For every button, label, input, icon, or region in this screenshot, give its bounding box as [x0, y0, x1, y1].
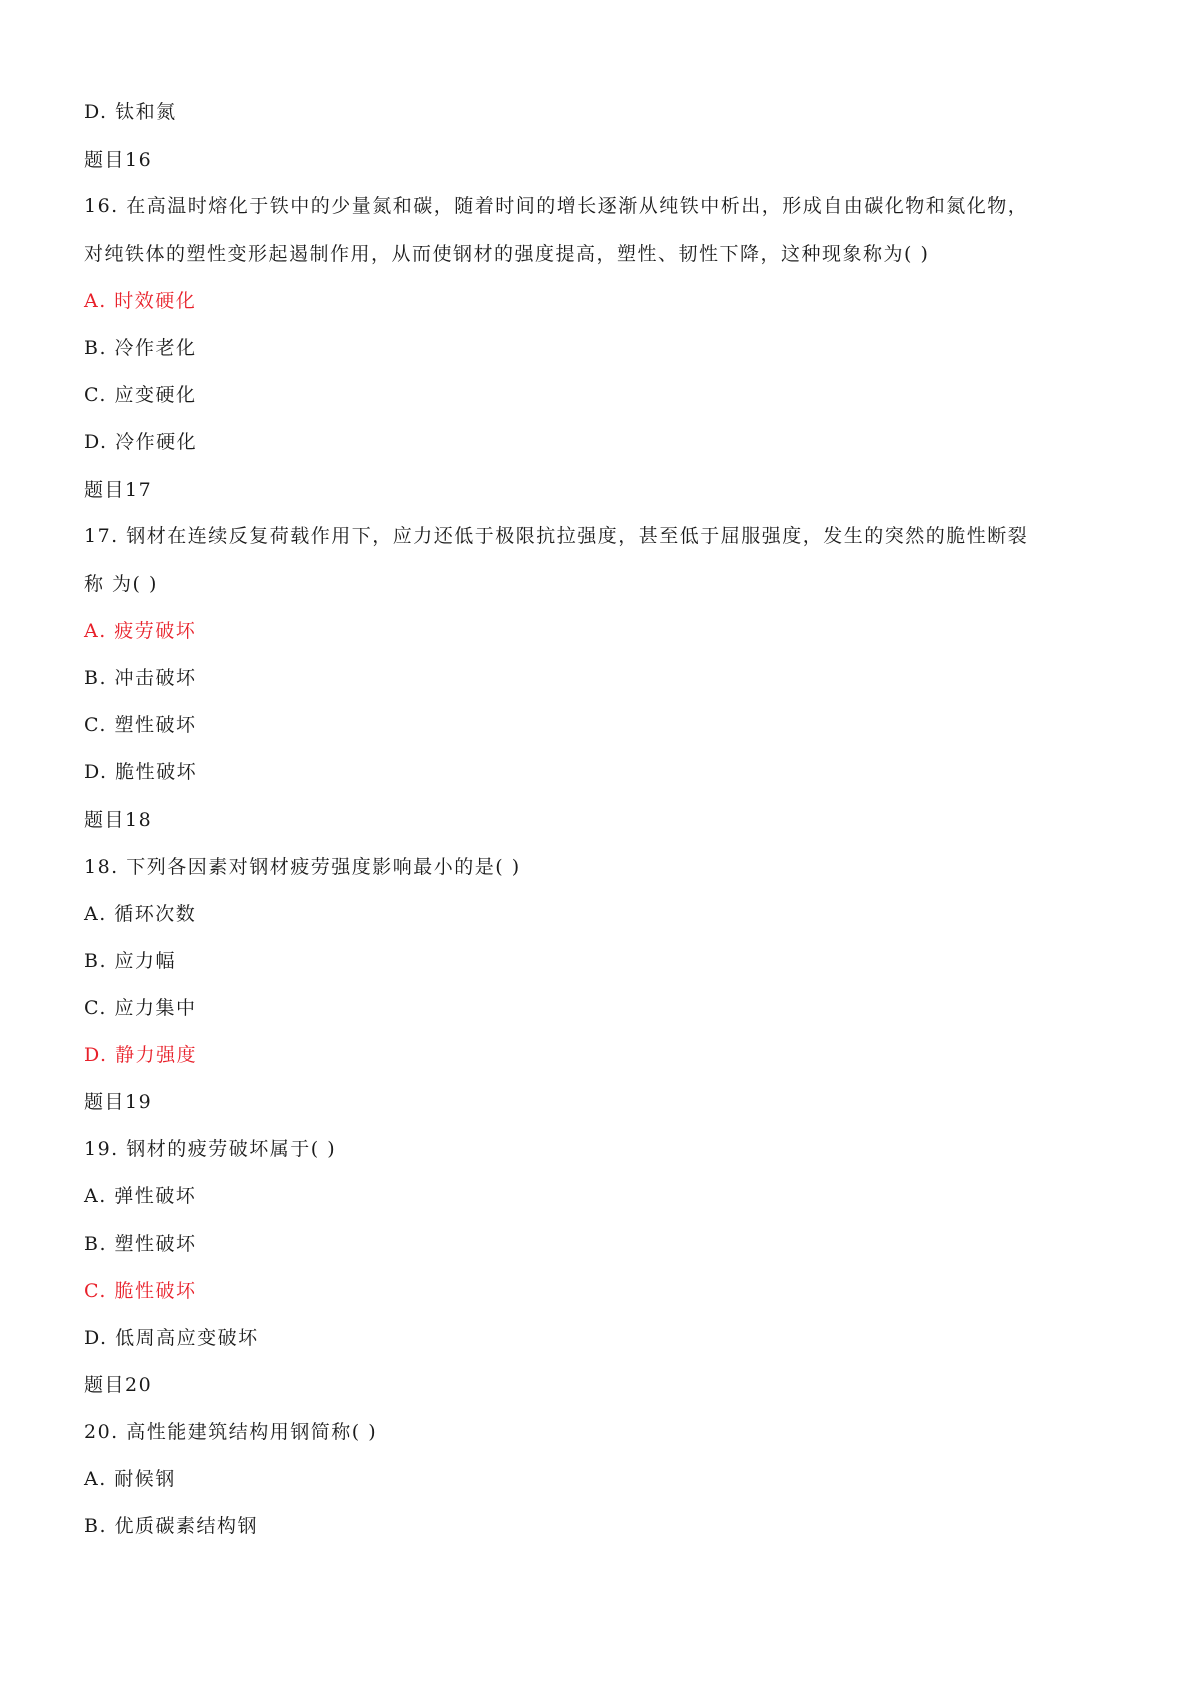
option-a-q19: A. 弹性破坏 — [84, 1185, 197, 1207]
question-17-text-line-1: 17. 钢材在连续反复荷载作用下，应力还低于极限抗拉强度，甚至低于屈服强度，发生的突然的脆性断裂 — [84, 525, 1029, 547]
question-16-text-line-1: 16. 在高温时熔化于铁中的少量氮和碳，随着时间的增长逐渐从纯铁中析出，形成自由碳化物和氮化物， — [84, 195, 1029, 217]
question-heading-17: 题目17 — [84, 479, 153, 501]
option-c-q18: C. 应力集中 — [84, 997, 197, 1019]
option-d-q17: D. 脆性破坏 — [84, 761, 198, 783]
option-d-q16: D. 冷作硬化 — [84, 431, 198, 453]
question-heading-16: 题目16 — [84, 149, 153, 171]
option-d-q15: D. 钛和氮 — [84, 101, 177, 123]
question-17-text-line-2: 称 为( ) — [84, 573, 158, 595]
option-b-q18: B. 应力幅 — [84, 950, 177, 972]
question-heading-20: 题目20 — [84, 1374, 153, 1396]
question-20-text: 20. 高性能建筑结构用钢简称( ) — [84, 1421, 378, 1443]
option-c-q17: C. 塑性破坏 — [84, 714, 197, 736]
option-b-q20: B. 优质碳素结构钢 — [84, 1515, 259, 1537]
question-19-text: 19. 钢材的疲劳破坏属于( ) — [84, 1138, 337, 1160]
option-b-q19: B. 塑性破坏 — [84, 1233, 197, 1255]
question-18-text: 18. 下列各因素对钢材疲劳强度影响最小的是( ) — [84, 856, 521, 878]
question-heading-19: 题目19 — [84, 1091, 153, 1113]
option-a-q20: A. 耐候钢 — [84, 1468, 176, 1490]
option-d-q18-correct: D. 静力强度 — [84, 1044, 198, 1066]
option-c-q16: C. 应变硬化 — [84, 384, 197, 406]
question-heading-18: 题目18 — [84, 809, 153, 831]
question-16-text-line-2: 对纯铁体的塑性变形起遏制作用，从而使钢材的强度提高，塑性、韧性下降，这种现象称为( ) — [84, 243, 930, 265]
option-a-q16-correct: A. 时效硬化 — [84, 290, 197, 312]
option-c-q19-correct: C. 脆性破坏 — [84, 1280, 197, 1302]
option-b-q16: B. 冷作老化 — [84, 337, 197, 359]
option-b-q17: B. 冲击破坏 — [84, 667, 197, 689]
option-a-q18: A. 循环次数 — [84, 903, 197, 925]
option-a-q17-correct: A. 疲劳破坏 — [84, 620, 197, 642]
option-d-q19: D. 低周高应变破坏 — [84, 1327, 259, 1349]
